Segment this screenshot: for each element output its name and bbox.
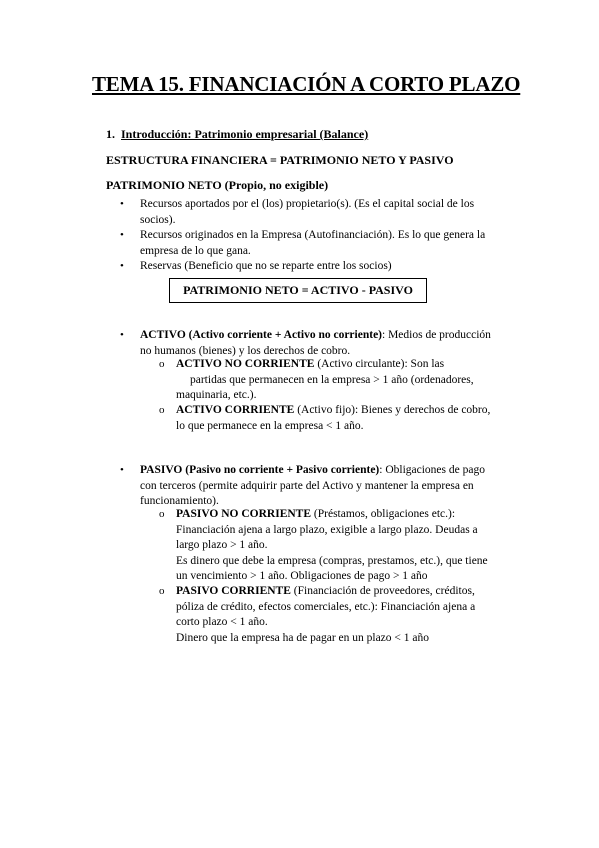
activo-corriente-desc: (Activo fijo): Bienes y derechos de cobro, [294,404,491,416]
pasivo-corriente-label: PASIVO CORRIENTE [176,585,291,597]
sub-bullet-marker: o [159,508,165,520]
pasivo-no-corriente-line: largo plazo > 1 año. [176,539,268,551]
section-title: Introducción: Patrimonio empresarial (Balance) [121,127,369,141]
activo-no-corriente-label: ACTIVO NO CORRIENTE [176,358,315,370]
pasivo-corriente-line: Dinero que la empresa ha de pagar en un plazo < 1 año [176,631,429,644]
activo-corriente-item [176,403,490,434]
activo-desc-line: no humanos (bienes) y los derechos de cobro. [140,344,351,357]
activo-corriente-label: ACTIVO CORRIENTE [176,404,295,416]
pasivo-corriente-desc: (Financiación de proveedores, créditos, [290,585,475,597]
pasivo-no-corriente-desc: (Préstamos, obligaciones etc.): [311,508,456,520]
pasivo-corriente-line: póliza de crédito, efectos comerciales, etc.): Financiación ajena a [176,600,476,613]
pasivo-label: PASIVO (Pasivo no corriente + Pasivo corriente) [140,464,380,476]
section-heading [106,127,368,142]
list-item-line: Recursos aportados por el (los) propietario(s). (Es el capital social de los [140,198,475,210]
pasivo-corriente-line: corto plazo < 1 año. [176,616,268,628]
estructura-line: ESTRUCTURA FINANCIERA = PATRIMONIO NETO Y PASIVO [106,153,454,167]
bullet-marker: • [120,329,124,341]
pasivo-no-corriente-label: PASIVO NO CORRIENTE [176,508,312,520]
list-item [140,259,392,275]
pasivo-no-corriente-line: un vencimiento > 1 año. Obligaciones de pago > 1 año [176,570,428,582]
patrimonio-heading: PATRIMONIO NETO (Propio, no exigible) [106,178,329,192]
activo-label: ACTIVO (Activo corriente + Activo no corriente) [140,329,382,341]
activo-no-corriente-line: maquinaria, etc.). [176,389,257,401]
page-title: TEMA 15. FINANCIACIÓN A CORTO PLAZO [92,72,521,96]
list-item-line: empresa de lo que gana. [140,244,251,257]
sub-bullet-marker: o [159,404,165,416]
sub-bullet-marker: o [159,585,165,597]
activo-no-corriente-item [176,357,474,404]
formula-box: PATRIMONIO NETO = ACTIVO - PASIVO [169,278,427,303]
list-item-line: Recursos originados en la Empresa (Autofinanciación). Es lo que genera la [140,229,486,241]
activo-corriente-line: lo que permanece en la empresa < 1 año. [176,419,364,432]
activo-desc: : Medios de producción [382,329,491,341]
pasivo-desc-line: funcionamiento). [140,495,219,507]
pasivo-item [140,463,485,510]
pasivo-desc-line: con terceros (permite adquirir parte del Activo y mantener la empresa en [140,479,474,492]
bullet-marker: • [120,229,124,241]
pasivo-no-corriente-item [176,507,488,585]
bullet-marker: • [120,260,124,272]
activo-item [140,328,491,359]
activo-no-corriente-desc: (Activo circulante): Son las [314,358,445,370]
list-item-line: Reservas (Beneficio que no se reparte entre los socios) [140,260,392,272]
activo-no-corriente-line: partidas que permanecen en la empresa > 1 año (ordenadores, [190,373,474,386]
list-item-line: socios). [140,213,176,226]
section-number: 1. [106,127,115,141]
bullet-marker: • [120,464,124,476]
pasivo-corriente-item [176,584,475,646]
list-item [140,228,485,259]
pasivo-no-corriente-line: Financiación ajena a largo plazo, exigible a largo plazo. Deudas a [176,523,478,536]
list-item [140,197,474,228]
bullet-marker: • [120,198,124,210]
sub-bullet-marker: o [159,358,165,370]
pasivo-desc: : Obligaciones de pago [379,464,485,476]
pasivo-no-corriente-line: Es dinero que debe la empresa (compras, prestamos, etc.), que tiene [176,554,488,567]
